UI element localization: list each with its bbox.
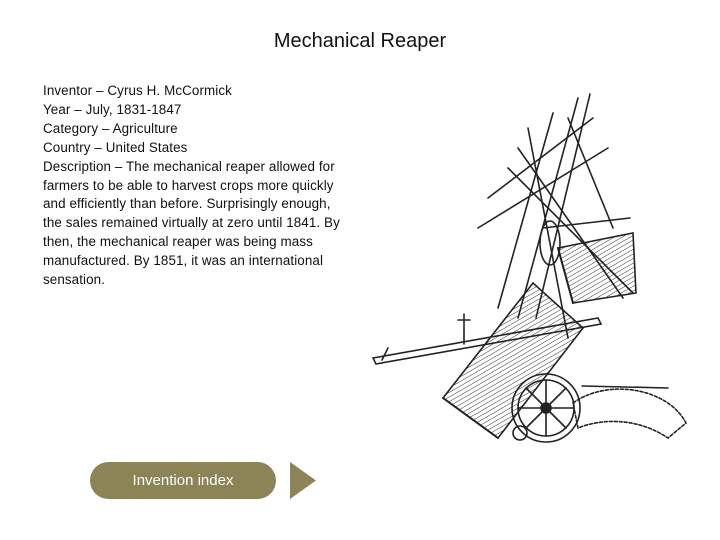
- description-text: Description – The mechanical reaper allowed for farmers to be able to harvest crops more quickly and efficiently than before. Surprisingly enough, the sales remained virtually at zero until 1841. By then, the mechanical reaper was being mass manufactured. By 1851, it was an international sensation.: [43, 158, 340, 288]
- inventor-text: Inventor – Cyrus H. McCormick: [43, 83, 232, 98]
- year-text: Year – July, 1831-1847: [43, 101, 182, 117]
- mechanical-reaper-illustration: [368, 88, 698, 488]
- invention-index-button[interactable]: Invention index: [90, 462, 276, 499]
- page-title: Mechanical Reaper: [273, 30, 447, 52]
- triangle-right-icon[interactable]: [290, 462, 316, 499]
- invention-details: [43, 82, 343, 290]
- category-text: Category – Agriculture: [43, 120, 178, 136]
- country-text: Country – United States: [43, 139, 188, 155]
